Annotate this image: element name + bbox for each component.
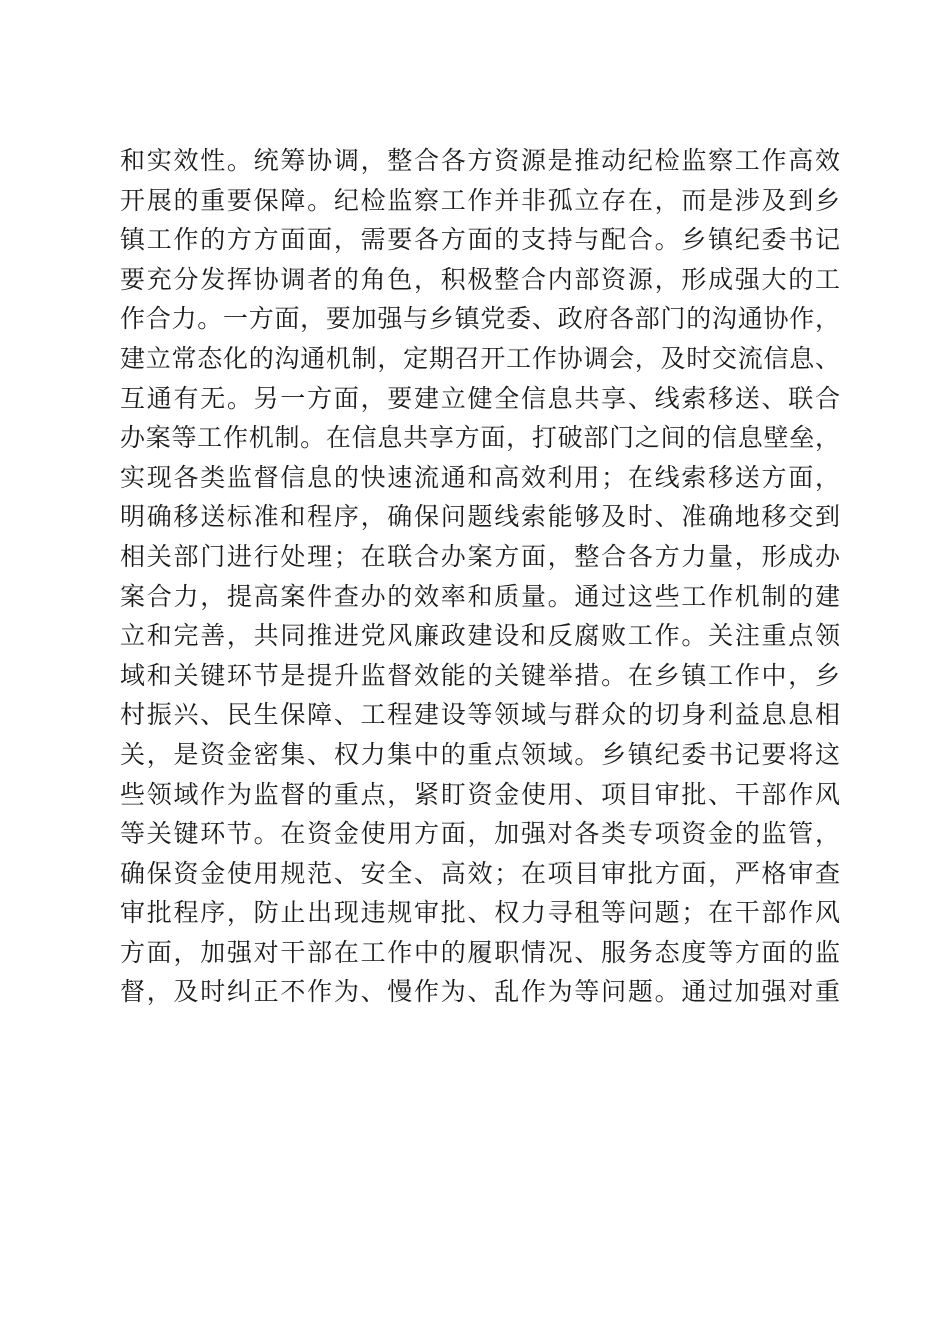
text-line-11: 相关部门进行处理；在联合办案方面，整合各方力量，形成办 [120, 541, 840, 571]
text-line-12: 案合力，提高案件查办的效率和质量。通过这些工作机制的建 [120, 581, 840, 611]
text-line-9: 实现各类监督信息的快速流通和高效利用；在线索移送方面， [120, 462, 840, 492]
text-line-1: 和实效性。统筹协调，整合各方资源是推动纪检监察工作高效 [120, 146, 840, 175]
text-line-13: 立和完善，共同推进党风廉政建设和反腐败工作。关注重点领 [120, 621, 840, 651]
text-line-2: 开展的重要保障。纪检监察工作并非孤立存在，而是涉及到乡 [120, 185, 840, 215]
text-line-15: 村振兴、民生保障、工程建设等领域与群众的切身利益息息相 [120, 700, 840, 730]
text-line-17: 些领域作为监督的重点，紧盯资金使用、项目审批、干部作风 [120, 779, 840, 809]
text-line-3: 镇工作的方方面面，需要各方面的支持与配合。乡镇纪委书记 [120, 225, 840, 255]
text-line-21: 方面，加强对干部在工作中的履职情况、服务态度等方面的监 [120, 937, 840, 967]
text-line-6: 建立常态化的沟通机制，定期召开工作协调会，及时交流信息、 [120, 343, 840, 373]
text-line-5: 作合力。一方面，要加强与乡镇党委、政府各部门的沟通协作， [120, 304, 840, 334]
text-line-22: 督，及时纠正不作为、慢作为、乱作为等问题。通过加强对重 [120, 977, 840, 1007]
text-line-20: 审批程序，防止出现违规审批、权力寻租等问题；在干部作风 [120, 898, 840, 928]
text-line-10: 明确移送标准和程序，确保问题线索能够及时、准确地移交到 [120, 502, 840, 532]
text-line-19: 确保资金使用规范、安全、高效；在项目审批方面，严格审查 [120, 858, 840, 888]
text-line-14: 域和关键环节是提升监督效能的关键举措。在乡镇工作中，乡 [120, 660, 840, 690]
body-paragraph [120, 141, 840, 1012]
text-line-8: 办案等工作机制。在信息共享方面，打破部门之间的信息壁垒， [120, 423, 840, 453]
text-line-4: 要充分发挥协调者的角色，积极整合内部资源，形成强大的工 [120, 264, 840, 294]
text-line-7: 互通有无。另一方面，要建立健全信息共享、线索移送、联合 [120, 383, 840, 413]
text-line-18: 等关键环节。在资金使用方面，加强对各类专项资金的监管， [120, 819, 840, 849]
text-line-16: 关，是资金密集、权力集中的重点领域。乡镇纪委书记要将这 [120, 739, 840, 769]
